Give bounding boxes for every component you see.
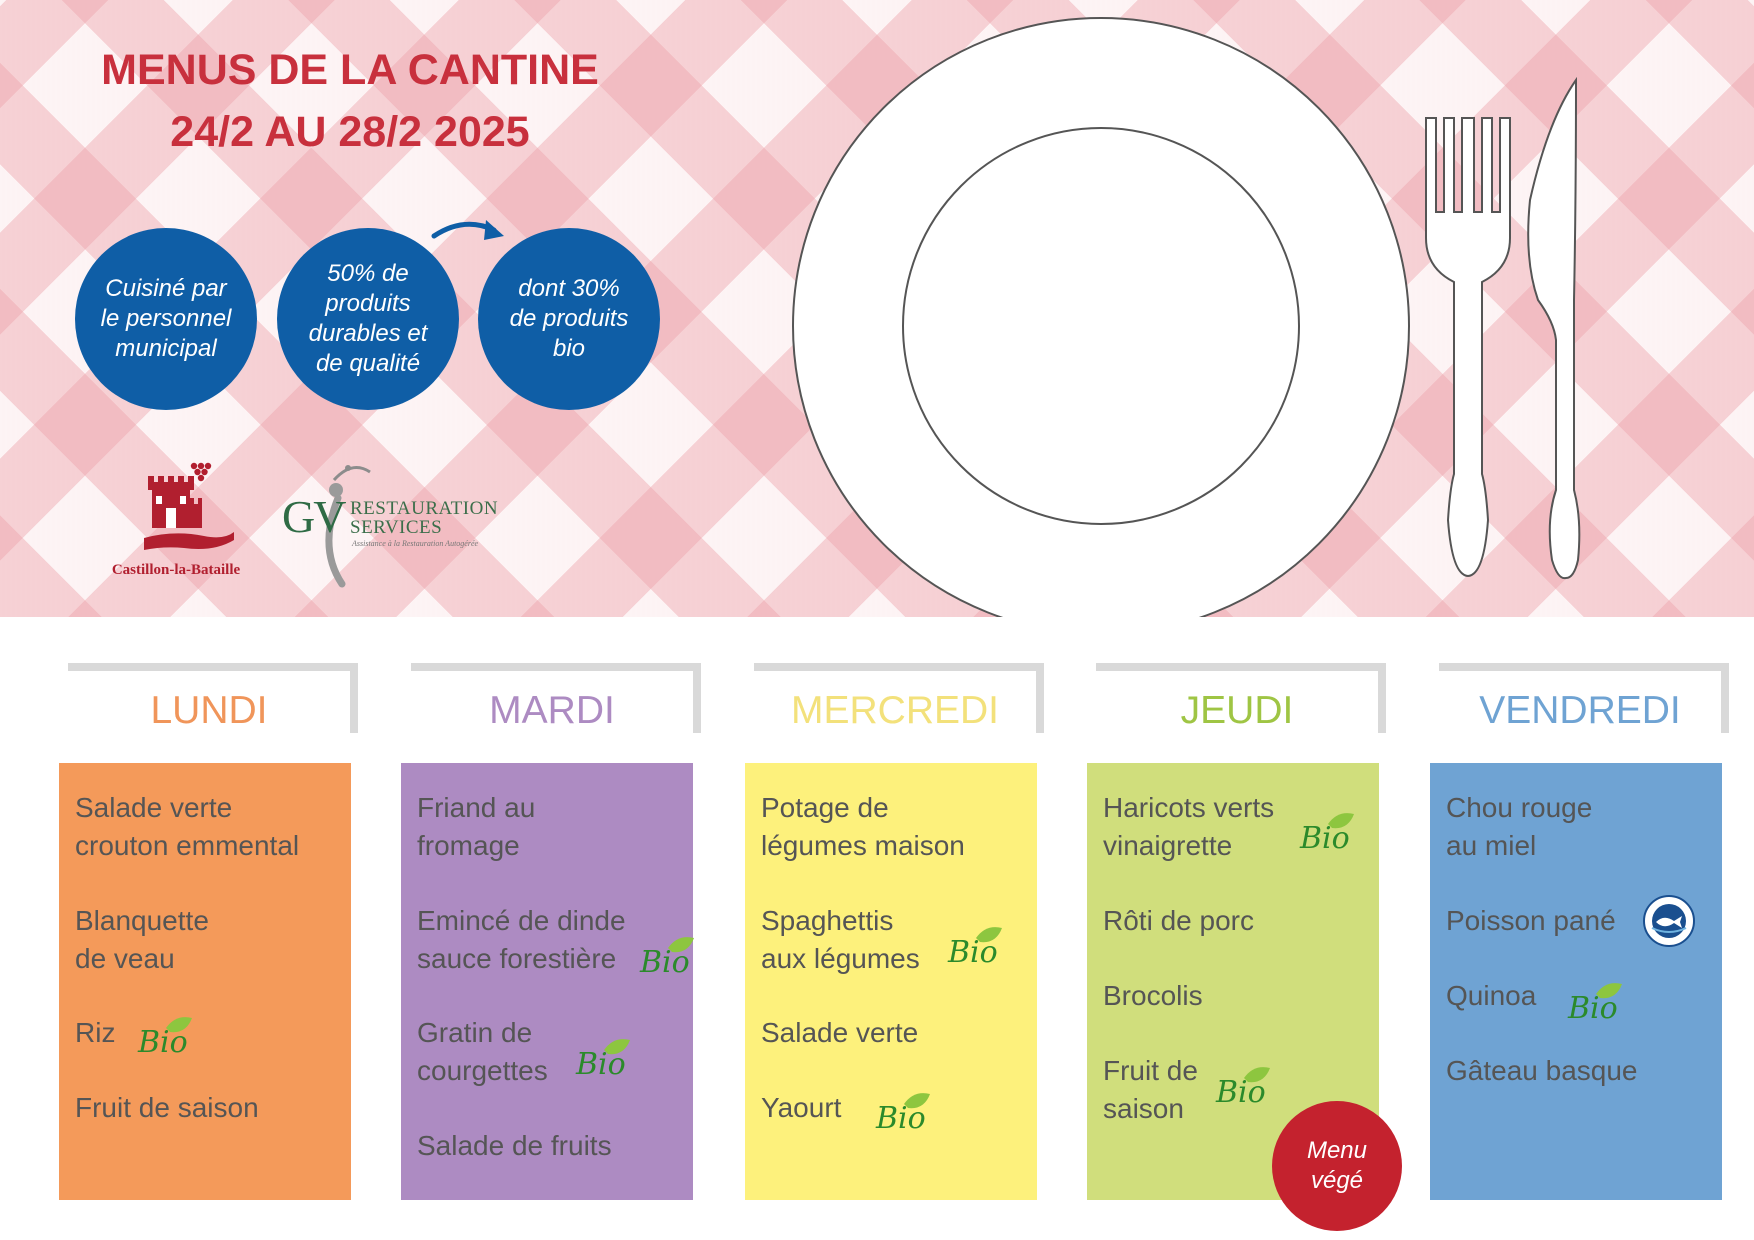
- gv-letters: GV: [282, 491, 345, 542]
- menu-item: Salade de fruits: [417, 1130, 612, 1161]
- page-title: MENUS DE LA CANTINE: [101, 46, 599, 94]
- fork-icon: [1426, 118, 1510, 576]
- day-name-mercredi: MERCREDI: [790, 689, 999, 732]
- svg-text:Bio: Bio: [948, 935, 998, 966]
- fish-label-icon: [1642, 894, 1696, 948]
- badge-bio: dont 30% de produits bio: [478, 228, 660, 410]
- menu-card-mardi: [401, 763, 693, 1200]
- date-range: 24/2 AU 28/2 2025: [170, 108, 530, 156]
- bio-leaf-icon: [574, 1034, 630, 1078]
- menu-item: Brocolis: [1103, 980, 1203, 1011]
- bio-leaf-icon: [1566, 978, 1622, 1022]
- svg-text:Bio: Bio: [576, 1047, 626, 1078]
- day-name-jeudi: JEUDI: [1180, 689, 1294, 732]
- menu-item: Gâteau basque: [1446, 1055, 1638, 1086]
- bio-leaf-icon: [874, 1088, 930, 1132]
- gv-tagline: Assistance à la Restauration Autogérée: [352, 539, 479, 548]
- day-name-mardi: MARDI: [489, 689, 615, 732]
- menu-item: Quinoa: [1446, 980, 1537, 1011]
- svg-text:Bio: Bio: [1300, 821, 1350, 852]
- bio-leaf-icon: [136, 1012, 192, 1056]
- bio-leaf-icon: [1214, 1062, 1270, 1106]
- menu-item: Fruit de saison: [75, 1092, 259, 1123]
- day-name-vendredi: VENDREDI: [1479, 689, 1681, 732]
- badge-durables: 50% de produits durables et de qualité: [277, 228, 459, 410]
- menu-item: Gratin de courgettes: [417, 1017, 548, 1086]
- svg-text:Bio: Bio: [138, 1025, 188, 1056]
- menu-item: Potage de légumes maison: [761, 792, 965, 861]
- day-header-mercredi: [754, 663, 1044, 733]
- day-name-lundi: LUNDI: [150, 689, 268, 732]
- gv-line1: RESTAURATION: [350, 498, 499, 519]
- tablecloth-banner: [0, 0, 1754, 617]
- menu-item: Friand au fromage: [417, 792, 536, 861]
- menu-item: Salade verte: [761, 1017, 919, 1048]
- menu-item: Rôti de porc: [1103, 905, 1254, 936]
- menu-item: Emincé de dinde sauce forestière: [417, 905, 626, 974]
- castillon-logo-text: Castillon-la-Bataille: [111, 562, 241, 578]
- badge-personnel: Cuisiné par le personnel municipal: [75, 228, 257, 410]
- svg-text:Bio: Bio: [876, 1101, 926, 1132]
- svg-text:Bio: Bio: [1216, 1075, 1266, 1106]
- svg-text:Bio: Bio: [1568, 991, 1618, 1022]
- bio-leaf-icon: [1298, 808, 1354, 852]
- knife-icon: [1528, 80, 1579, 578]
- menu-card-mercredi: [745, 763, 1037, 1200]
- day-header-mardi: [411, 663, 701, 733]
- menu-item: Fruit de saison: [1103, 1055, 1198, 1124]
- menu-item: Haricots verts vinaigrette: [1103, 792, 1275, 861]
- menu-item: Poisson pané: [1446, 905, 1616, 936]
- day-header-vendredi: [1439, 663, 1729, 733]
- menu-item: Spaghettis aux légumes: [761, 905, 920, 974]
- day-header-jeudi: [1096, 663, 1386, 733]
- day-header-lundi: [68, 663, 358, 733]
- svg-text:Bio: Bio: [640, 945, 690, 976]
- tableware: [0, 0, 1754, 617]
- menu-item: Riz: [75, 1017, 116, 1048]
- gv-line2: SERVICES: [350, 517, 443, 538]
- menu-item: Blanquette de veau: [75, 905, 209, 974]
- menu-item: Salade verte crouton emmental: [75, 792, 300, 861]
- menu-item: Chou rouge au miel: [1446, 792, 1593, 861]
- plate-icon: [793, 18, 1409, 617]
- bio-leaf-icon: [638, 932, 694, 976]
- bio-leaf-icon: [946, 922, 1002, 966]
- menu-card-lundi: [59, 763, 351, 1200]
- menu-item: Yaourt: [761, 1092, 842, 1123]
- vege-menu-badge: Menu végé: [1272, 1101, 1402, 1231]
